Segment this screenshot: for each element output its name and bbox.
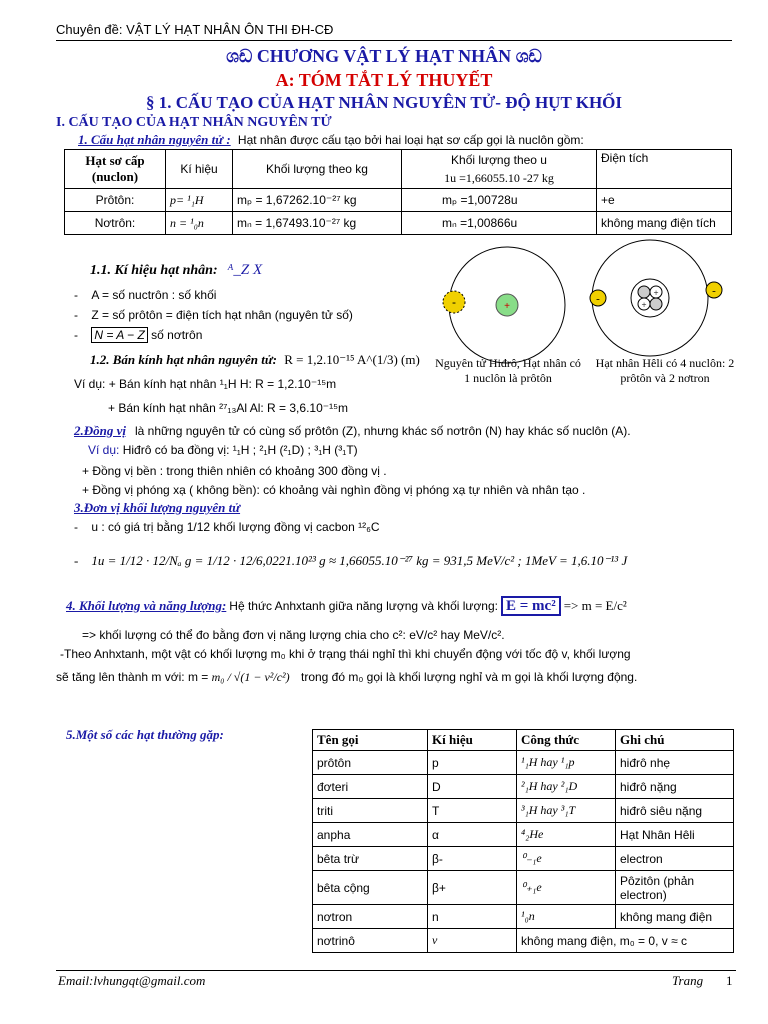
- ornament-left-icon: ශඩ: [226, 46, 253, 66]
- s1-text: Hạt nhân được cấu tạo bởi hai loại hạt sơ cấp gọi là nuclôn gồm:: [237, 133, 584, 147]
- s2-example: Ví dụ: Hiđrô có ba đồng vị: ¹₁H ; ²₁H (²₁D) ; ³₁H (³₁T): [88, 443, 358, 457]
- footer-rule: [56, 970, 736, 971]
- th-mass-kg: Khối lượng theo kg: [233, 150, 402, 189]
- footer-page-number: 1: [726, 973, 733, 988]
- s4-heading: 4. Khối lượng và năng lượng:: [66, 598, 227, 613]
- s4-text: Hệ thức Anhxtanh giữa năng lượng và khối lượng:: [229, 599, 498, 613]
- table-row: bêta cộng β+ ⁰₊₁e Pôzitôn (phản electron): [313, 871, 734, 905]
- svg-text:+: +: [641, 300, 647, 310]
- s2-text: là những nguyên tử có cùng số prôtôn (Z), nhưng khác số nơtrôn (N) hay khác số nuclôn (A).: [135, 424, 631, 438]
- table-row: anpha α ⁴₂He Hạt Nhân Hêli: [313, 823, 734, 847]
- hydrogen-caption: Nguyên tử Hiđrô, Hạt nhân có 1 nuclôn là prôtôn: [435, 356, 581, 385]
- s2-stable: + Đồng vị bền : trong thiên nhiên có khoảng 300 đồng vị .: [82, 464, 387, 478]
- th-note: Ghi chú: [616, 730, 734, 751]
- table-row: prôtôn p ¹₁H hay ¹₁p hiđrô nhẹ: [313, 751, 734, 775]
- s1-line: [78, 132, 584, 148]
- s12-line: [90, 352, 420, 368]
- s11-heading: 1.1. Kí hiệu hạt nhân:: [90, 263, 218, 278]
- th-symbol: Kí hiệu: [428, 730, 517, 751]
- th-charge: Điện tích: [597, 150, 732, 189]
- row-proton: Prôtôn: p= ¹₁H mₚ = 1,67262.10⁻²⁷ kg mₚ =1,00728u +e: [65, 189, 732, 212]
- part-i-heading: I. CẤU TẠO CỦA HẠT NHÂN NGUYÊN TỬ: [56, 115, 332, 130]
- list-item: - A = số nuctrôn : số khối: [74, 288, 217, 302]
- section-1-title: § 1. CẤU TẠO CỦA HẠT NHÂN NGUYÊN TỬ- ĐỘ HỤT KHỐI: [145, 93, 623, 112]
- s4-line-2: => khối lượng có thể đo bằng đơn vị năng lượng chia cho c²: eV/c² hay MeV/c².: [82, 628, 505, 642]
- s11-list: [74, 285, 353, 345]
- list-item: - Z = số prôtôn = điện tích hạt nhân (nguyên tử số): [74, 308, 353, 322]
- s3-item-1: - u : có giá trị bằng 1/12 khối lượng đồng vị cacbon ¹²₆C: [74, 520, 380, 534]
- table-row: bêta trừ β- ⁰₋₁e electron: [313, 847, 734, 871]
- s2-radioactive: + Đồng vị phóng xạ ( không bền): có khoảng vài nghìn đồng vị phóng xạ tự nhiên và nhân tạo .: [82, 483, 586, 497]
- s5-heading: 5.Một số các hạt thường gặp:: [66, 727, 224, 742]
- s4-line-4: sẽ tăng lên thành m với: m = m₀ / √(1 − v²/c²) trong đó m₀ gọi là khối lượng nghỉ và m gọi là khối lượng động.: [56, 670, 638, 684]
- mass-equation: => m = E/c²: [563, 598, 627, 613]
- section-a-title: A: TÓM TẮT LÝ THUYẾT: [275, 70, 493, 90]
- nucleus-symbol: ᴬ_Z X: [227, 262, 263, 278]
- table-row: đơteri D ²₁H hay ²₁D hiđrô nặng: [313, 775, 734, 799]
- s3-heading: 3.Đơn vị khối lượng nguyên tử: [74, 500, 241, 515]
- svg-text:-: -: [712, 285, 716, 297]
- radius-formula: R = 1,2.10⁻¹⁵ A^(1/3) (m): [284, 352, 420, 367]
- table-row: nơtron n ¹₀n không mang điện: [313, 905, 734, 929]
- svg-text:+: +: [653, 288, 659, 298]
- chapter-title: ශඩ CHƯƠNG VẬT LÝ HẠT NHÂN ශඩ: [226, 46, 542, 66]
- s1-heading: 1. Cấu hạt nhân nguyên tử :: [78, 132, 231, 147]
- page-header: Chuyên đề: VẬT LÝ HẠT NHÂN ÔN THI ĐH-CĐ: [56, 22, 334, 37]
- svg-text:-: -: [452, 295, 456, 309]
- table-row: nơtrinô ν không mang điện, m₀ = 0, v ≈ c: [313, 929, 734, 953]
- helium-caption: Hạt nhân Hêli có 4 nuclôn: 2 prôtôn và 2 nơtron: [595, 356, 735, 385]
- ornament-right-icon: ශඩ: [515, 46, 542, 66]
- s12-example-2: + Bán kính hạt nhân ²⁷₁₃Al Al: R = 3,6.10⁻¹⁵m: [108, 401, 349, 415]
- helium-nucleus: [631, 279, 669, 317]
- header-rule: [56, 40, 732, 41]
- s11-line: [90, 262, 262, 279]
- footer-email: Email:lvhungqt@gmail.com: [58, 973, 206, 988]
- s12-heading: 1.2. Bán kính hạt nhân nguyên tử:: [90, 352, 277, 367]
- th-symbol: Kí hiệu: [166, 150, 233, 189]
- table-row: triti T ³₁H hay ³₁T hiđrô siêu nặng: [313, 799, 734, 823]
- s4-line-3: -Theo Anhxtanh, một vật có khối lượng m₀ khi ở trạng thái nghỉ thì khi chuyển động với tốc độ v, khối lượng: [60, 647, 631, 661]
- s4-line: [66, 598, 627, 615]
- th-particle: Hạt sơ cấp (nuclon): [65, 150, 166, 189]
- svg-text:+: +: [504, 301, 510, 312]
- particle-table: [312, 729, 734, 953]
- row-neutron: Nơtrôn: n = ¹₀n mₙ = 1,67493.10⁻²⁷ kg mₙ =1,00866u không mang điện tích: [65, 212, 732, 235]
- emc-formula: E = mc²: [501, 596, 561, 616]
- footer-page-label: Trang: [672, 973, 704, 988]
- nucleon-table: [64, 149, 732, 235]
- th-mass-u: Khối lượng theo u: [402, 150, 597, 170]
- th-u-def: 1u =1,66055.10 -27 kg: [402, 169, 597, 189]
- th-name: Tên gọi: [313, 730, 428, 751]
- s12-example-1: Ví dụ: + Bán kính hạt nhân ¹₁H H: R = 1,2.10⁻¹⁵m: [74, 377, 337, 391]
- s2-heading: 2.Đồng vị: [74, 423, 126, 438]
- svg-text:-: -: [596, 293, 600, 305]
- list-item: - N = A − Z số nơtrôn: [74, 328, 203, 342]
- th-formula: Công thức: [517, 730, 616, 751]
- s2-line: [74, 423, 744, 439]
- s3-item-2: - 1u = 1/12 · 12/Nₐ g = 1/12 · 12/6,0221.10²³ g ≈ 1,66055.10⁻²⁷ kg = 931,5 MeV/c² ; 1MeV = 1,6.10⁻¹³ J: [74, 553, 628, 568]
